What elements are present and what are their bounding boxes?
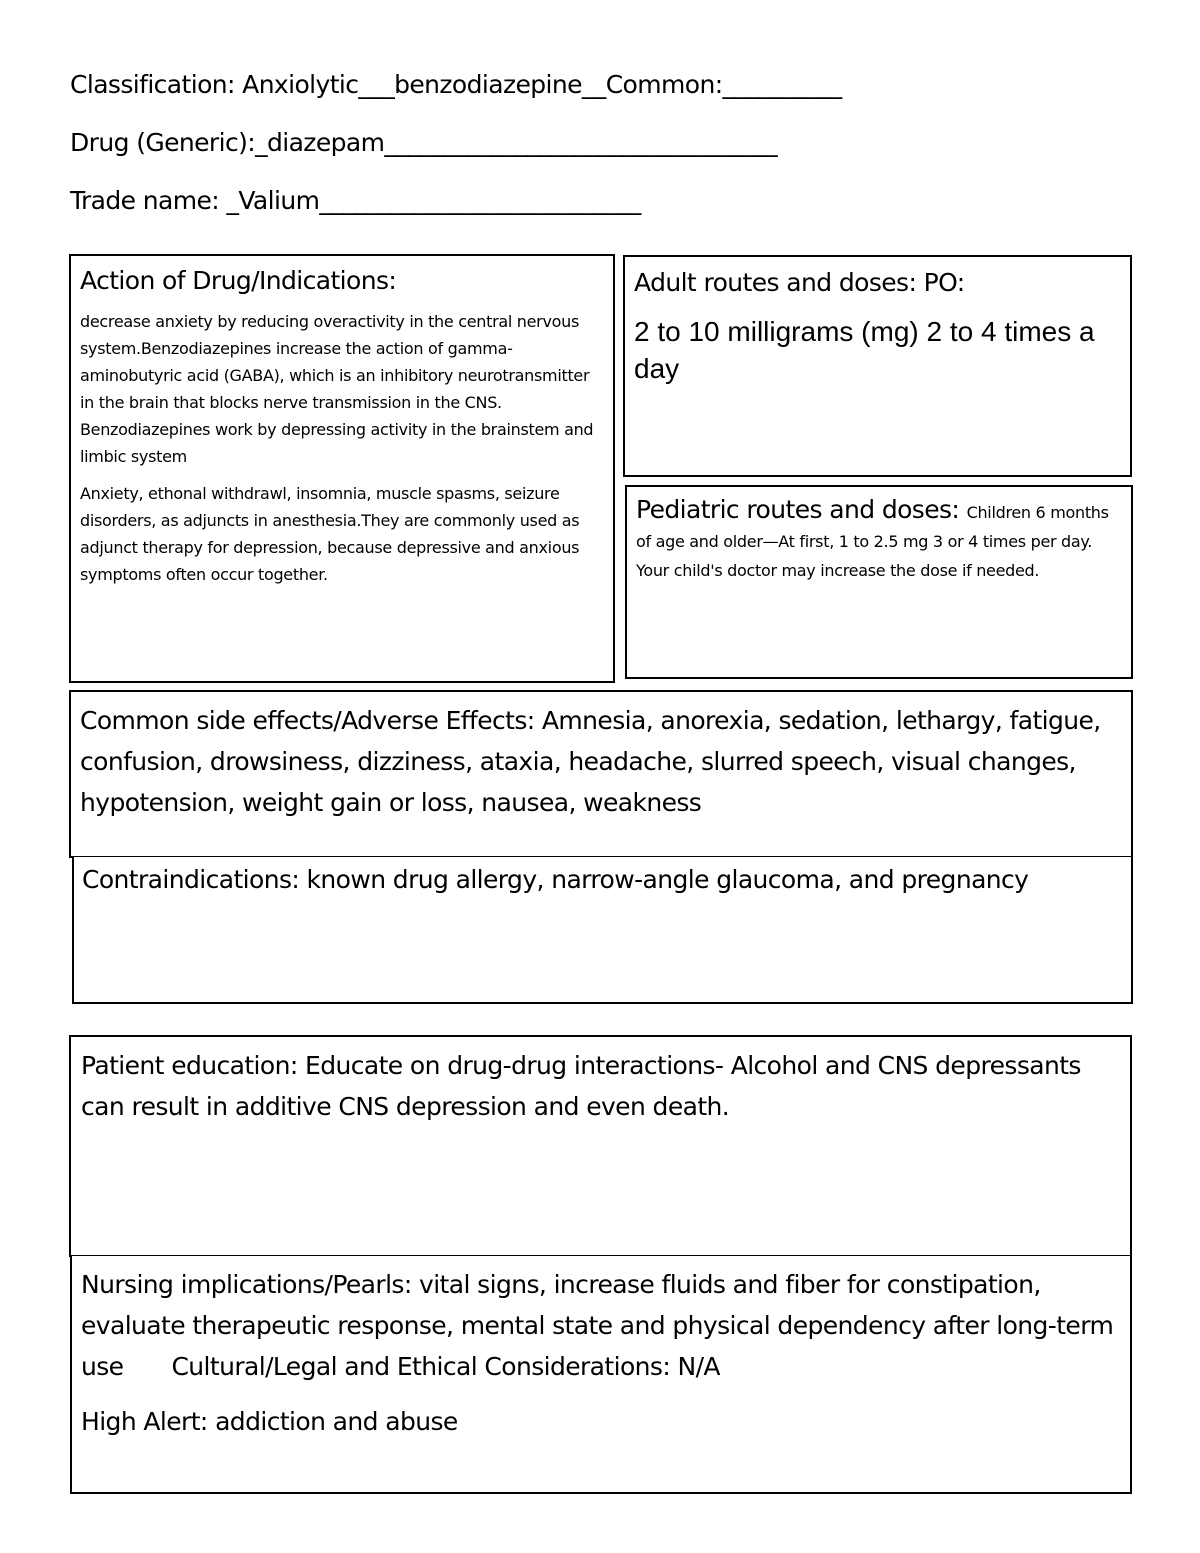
trade-name-line: Trade name: _Valium___________________________	[70, 186, 641, 215]
action-box	[69, 254, 615, 683]
adult-dose: 2 to 10 milligrams (mg) 2 to 4 times a day	[634, 316, 1095, 384]
action-indications: Anxiety, ethonal withdrawl, insomnia, muscle spasms, seizure disorders, as adjuncts in anesthesia.They are commonly used as adjunct therapy for depression, because depressive and anxious symptoms often occur together.	[80, 484, 580, 584]
contraindications-box	[72, 856, 1133, 1004]
adult-title: Adult routes and doses: PO:	[634, 268, 965, 297]
side-effects-text: Common side effects/Adverse Effects: Amnesia, anorexia, sedation, lethargy, fatigue, confusion, drowsiness, dizziness, ataxia, headache, slurred speech, visual changes, hypotension, weight gain or loss, nausea, weakness	[80, 706, 1101, 817]
high-alert-text: High Alert: addiction and abuse	[81, 1407, 458, 1436]
classification-line: Classification: Anxiolytic___benzodiazepine__Common:__________	[70, 70, 842, 99]
nursing-box	[70, 1255, 1132, 1494]
action-title: Action of Drug/Indications:	[80, 266, 397, 295]
nursing-content	[81, 1264, 1120, 1387]
patient-education-text: Patient education: Educate on drug-drug interactions- Alcohol and CNS depressants can result in additive CNS depression and even death.	[81, 1051, 1081, 1121]
side-effects-box	[69, 690, 1133, 858]
contraindications-text: Contraindications: known drug allergy, narrow-angle glaucoma, and pregnancy	[82, 865, 1029, 894]
cultural-text: Cultural/Legal and Ethical Considerations: N/A	[171, 1352, 720, 1381]
adult-box	[623, 255, 1132, 477]
pediatric-content	[636, 495, 1123, 585]
pediatric-box	[625, 485, 1133, 679]
pediatric-dose: Children 6 months of age and older—At first, 1 to 2.5 mg 3 or 4 times per day. Your child's doctor may increase the dose if needed.	[636, 503, 1109, 580]
nursing-text: Nursing implications/Pearls: vital signs, increase fluids and fiber for constipation, evaluate therapeutic response, mental state and physical dependency after long-term use	[81, 1270, 1114, 1381]
pediatric-title: Pediatric routes and doses:	[636, 495, 967, 524]
action-mechanism: decrease anxiety by reducing overactivity in the central nervous system.Benzodiazepines increase the action of gamma-aminobutyric acid (GABA), which is an inhibitory neurotransmitter in the brain that blocks nerve transmission in the CNS. Benzodiazepines work by depressing activity in the brainstem and limbic system	[80, 312, 594, 466]
drug-generic-line: Drug (Generic):_diazepam_________________________________	[70, 128, 778, 157]
patient-education-box	[69, 1035, 1132, 1257]
